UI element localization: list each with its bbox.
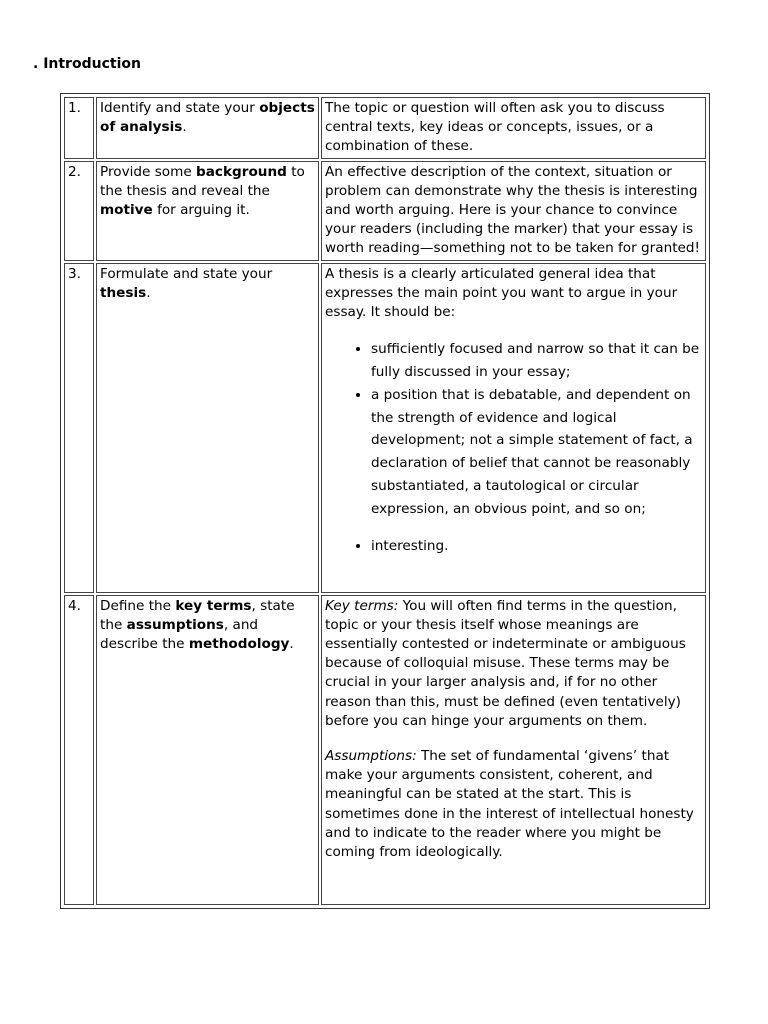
task-keyword: key terms xyxy=(175,597,252,614)
task-keyword: background xyxy=(196,163,287,180)
task-text: Formulate and state your xyxy=(100,265,273,282)
task-cell xyxy=(96,97,319,159)
key-terms-paragraph xyxy=(325,597,702,731)
task-text: Identify and state your xyxy=(100,100,260,116)
row-number: 4. xyxy=(64,595,94,905)
task-cell xyxy=(96,161,319,261)
task-cell xyxy=(96,595,319,905)
thesis-criteria-list xyxy=(325,338,702,557)
task-keyword: motive xyxy=(100,202,153,219)
requirements-table xyxy=(62,95,708,907)
task-text: to the thesis and reveal the xyxy=(100,163,305,199)
task-keyword: methodology xyxy=(188,636,290,653)
description-text: An effective description of the context, situation or problem can demonstrate why the thesis is interesting and worth arguing. Here is your chance to convince your readers (including the marker) that your essay is worth reading—something not to be taken for granted! xyxy=(325,163,700,257)
task-keyword: assumptions xyxy=(126,616,224,633)
row-number: 1. xyxy=(64,97,94,159)
description-cell xyxy=(321,263,706,593)
task-keyword: thesis xyxy=(100,284,147,301)
row-number: 3. xyxy=(64,263,94,593)
task-cell xyxy=(96,263,319,593)
description-cell xyxy=(321,161,706,261)
table-row xyxy=(64,161,706,261)
description-text: A thesis is a clearly articulated general idea that expresses the main point you want to argue in your essay. It should be: xyxy=(325,265,678,321)
task-text: , and describe the xyxy=(100,616,259,653)
key-terms-label: Key terms: xyxy=(325,597,399,614)
description-cell xyxy=(321,97,706,159)
list-item: • sufficiently focused and narrow so that it can be fully discussed in your essay; xyxy=(371,338,702,384)
description-text: The set of fundamental ‘givens’ that make your arguments consistent, coherent, and meaningful can be stated at the start. This is sometimes done in the interest of intellectual honesty and to indicate to the reader where you might be coming from ideologically. xyxy=(325,748,694,861)
task-keyword: objects of analysis xyxy=(100,100,315,136)
task-text: , state the xyxy=(100,597,295,633)
task-text: for arguing it. xyxy=(152,202,250,219)
description-cell xyxy=(321,595,706,905)
description-text: The topic or question will often ask you to discuss central texts, key ideas or concepts, issues, or a combination of these. xyxy=(325,100,665,155)
row-number: 2. xyxy=(64,161,94,261)
introduction-table xyxy=(60,93,710,909)
table-row xyxy=(64,595,706,905)
task-text: Define the xyxy=(100,597,176,614)
table-row xyxy=(64,97,706,159)
task-text: . xyxy=(146,284,151,301)
description-text: You will often find terms in the question, topic or your thesis itself whose meanings are essentially contested or indeterminate or ambiguous because of colloquial misuse. These terms may be crucial in your larger analysis and, if for no other reason than this, must be defined (even tentatively) before you can hinge your arguments on them. xyxy=(325,597,686,729)
assumptions-paragraph xyxy=(325,747,702,862)
task-text: . xyxy=(182,119,187,136)
task-text: Provide some xyxy=(100,163,197,180)
task-text: . xyxy=(289,636,294,653)
assumptions-label: Assumptions: xyxy=(325,748,417,765)
table-row xyxy=(64,263,706,593)
list-item: • interesting. xyxy=(371,535,702,558)
section-heading: . Introduction xyxy=(33,56,141,72)
list-item: • a position that is debatable, and dependent on the strength of evidence and logical development; not a simple statement of fact, a declaration of belief that cannot be reasonably substantiated, a tautological or circular expression, an obvious point, and so on; xyxy=(371,384,702,521)
